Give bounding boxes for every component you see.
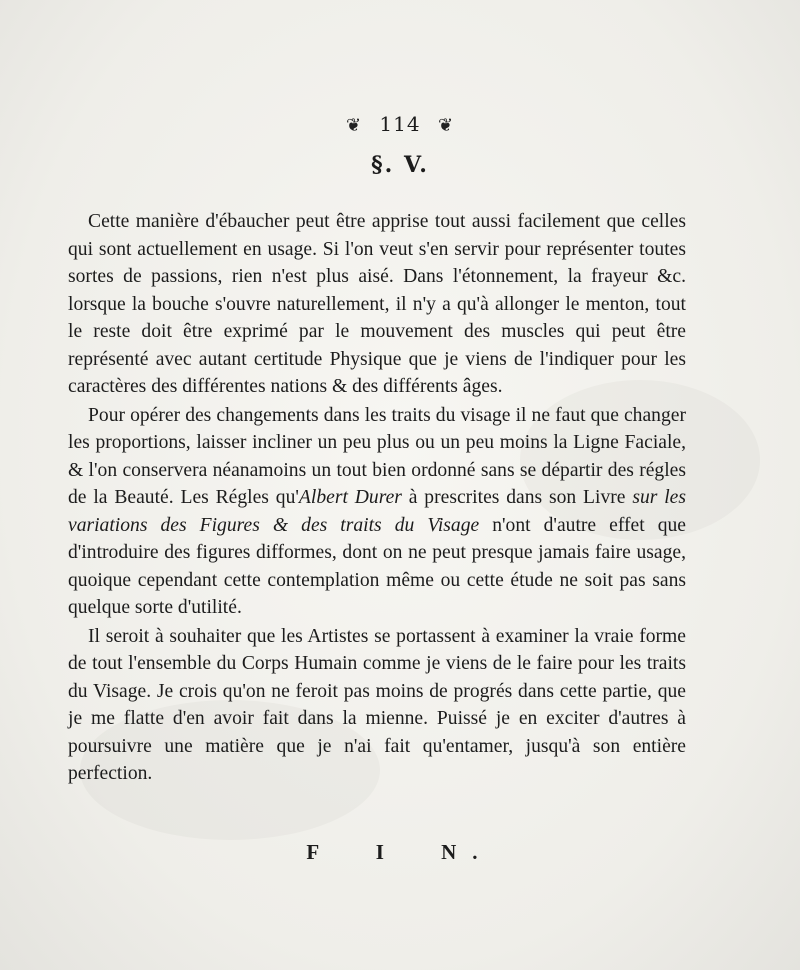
paragraph-2	[68, 402, 686, 622]
book-title: sur les variations des Figures & des traits du Visage	[68, 487, 687, 536]
right-ornament-icon: ❦	[437, 115, 455, 136]
paragraph-2-end: n'ont d'autre effet que d'introduire des figures difformes, dont on ne peut presque jamais faire usage, quoique cependant cette contemplation même ou cette étude ne soit pas sans quelque sorte d'utilité.	[68, 514, 686, 618]
paragraph-1: Cette manière d'ébaucher peut être apprise tout aussi facilement que celles qui sont actuellement en usage. Si l'on veut s'en servir pour représenter toutes sortes de passions, rien n'est plus aisé. Dans l'étonnement, la frayeur &c. lorsque la bouche s'ouvre naturellement, il n'y a qu'à allonger le menton, tout le reste doit être exprimé par le mouvement des muscles qui peut être représenté avec autant certitude Physique que je viens de l'indiquer pour les caractères des différentes nations & des différents âges.	[68, 211, 686, 397]
body-text	[68, 208, 686, 788]
author-name: Albert Durer	[298, 487, 402, 508]
page-header	[0, 112, 800, 136]
left-ornament-icon: ❦	[345, 115, 363, 136]
paragraph-3: Il seroit à souhaiter que les Artistes se portassent à examiner la vraie forme de tout l'ensemble du Corps Humain comme je viens de le faire pour les traits du Visage. Je crois qu'on ne feroit pas moins de progrés dans cette partie, que je me flatte d'en avoir fait dans la mienne. Puissé je en exciter d'autres à poursuivre une matière que je n'ai fait qu'entamer, jusqu'à son entière perfection.	[68, 625, 686, 784]
section-title: §. V.	[371, 152, 429, 178]
finis: F I N.	[306, 840, 494, 864]
paragraph-2-middle: à prescrites dans son Livre	[401, 487, 633, 508]
page-number: 114	[379, 112, 421, 136]
paragraph-2-start: Pour opérer des changements dans les traits du visage il ne faut que changer les proportions, laisser incliner un peu plus ou un peu moins la Ligne Faciale, & l'on conservera néanamoins un tout bien ordonné sans se départir des régles de la Beauté. Les Régles qu'	[68, 404, 686, 508]
